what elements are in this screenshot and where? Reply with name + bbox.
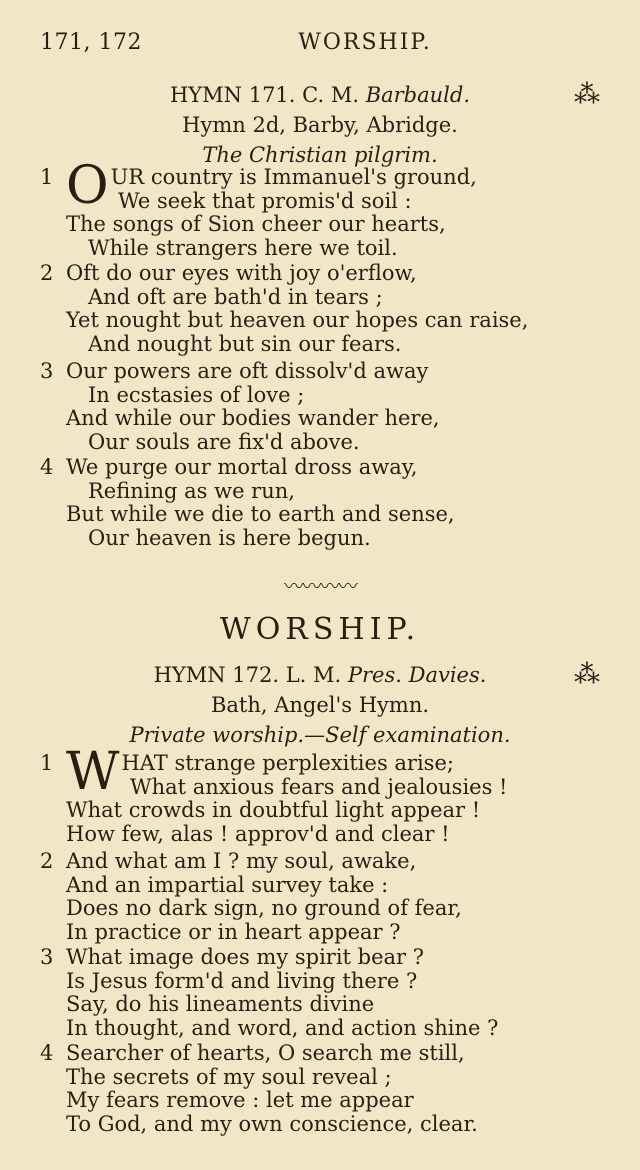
verse-text: What anxious fears and jealousies ! xyxy=(130,774,508,799)
hymn-171-header xyxy=(40,80,600,170)
verse-line xyxy=(40,970,600,994)
verse-line xyxy=(40,897,600,921)
verse-text: My fears remove : let me appear xyxy=(66,1088,414,1112)
hymn-172-header xyxy=(40,660,600,750)
verse-line xyxy=(40,1042,600,1066)
verse-line xyxy=(40,480,600,504)
hymn-171-subtitle: The Christian pilgrim. xyxy=(202,143,438,167)
verse-line xyxy=(40,850,600,874)
verse-line xyxy=(40,527,600,551)
verse-text: To God, and my own conscience, clear. xyxy=(66,1111,478,1136)
verse-text: Our souls are fix'd above. xyxy=(88,429,360,454)
verse-text: Refining as we run, xyxy=(88,478,295,503)
verse-text: In practice or in heart appear ? xyxy=(66,919,401,944)
verse-line xyxy=(40,921,600,945)
verse-line xyxy=(40,946,600,970)
verse-line xyxy=(40,262,600,286)
hymn-172-tune: Bath, Angel's Hymn. xyxy=(210,693,430,717)
hymn-171-stanza-2 xyxy=(40,262,600,356)
running-title: WORSHIP. xyxy=(298,30,432,55)
verse-line xyxy=(40,799,600,823)
verse-text: While strangers here we toil. xyxy=(88,235,398,260)
verse-line xyxy=(40,384,600,408)
verse-line xyxy=(40,993,600,1017)
verse-line xyxy=(40,237,600,261)
verse-text: Oft do our eyes with joy o'erflow, xyxy=(66,261,417,285)
verse-text: And oft are bath'd in tears ; xyxy=(88,284,383,309)
verse-text: Say, do his lineaments divine xyxy=(66,992,375,1016)
section-title: WORSHIP. xyxy=(219,612,421,647)
ornament-divider: 〰〰〰〰 xyxy=(284,574,356,598)
verse-text: We seek that promis'd soil : xyxy=(118,188,412,213)
verse-text: We purge our mortal dross away, xyxy=(66,455,418,479)
verse-line xyxy=(40,309,600,333)
verse-line xyxy=(40,1089,600,1113)
hymn-172-heading-line xyxy=(40,660,600,690)
stanza-number: 3 xyxy=(40,945,54,969)
hymn-172-author: Pres. Davies. xyxy=(347,663,487,687)
verse-line xyxy=(40,213,600,237)
verse-text: And what am I ? my soul, awake, xyxy=(66,849,417,873)
stanza-number: 2 xyxy=(40,261,54,285)
asterism-icon: ⁂ xyxy=(574,80,600,110)
verse-text: And an impartial survey take : xyxy=(66,872,389,897)
drop-cap: W xyxy=(66,742,120,802)
hymn-171-stanza-4 xyxy=(40,456,600,550)
verse-line xyxy=(40,503,600,527)
hymn-171-heading: HYMN 171. C. M. xyxy=(169,83,359,107)
hymn-172-stanza-2 xyxy=(40,850,600,944)
verse-text: HAT strange perplexities arise; xyxy=(121,751,454,775)
verse-text: And nought but sin our fears. xyxy=(88,331,402,356)
verse-line xyxy=(40,823,600,847)
hymn-171-heading-line xyxy=(40,80,600,110)
hymn-172-stanza-1 xyxy=(40,742,600,846)
verse-line xyxy=(40,1066,600,1090)
verse-line xyxy=(40,1113,600,1137)
hymn-171-stanza-1 xyxy=(40,156,600,260)
verse-text: In thought, and word, and action shine ? xyxy=(66,1015,499,1040)
verse-text: The secrets of my soul reveal ; xyxy=(66,1064,392,1089)
verse-text: What image does my spirit bear ? xyxy=(66,945,425,969)
hymn-172-stanza-3 xyxy=(40,946,600,1040)
verse-text: And while our bodies wander here, xyxy=(66,406,440,430)
stanza-number: 4 xyxy=(40,1041,54,1065)
verse-text: UR country is Immanuel's ground, xyxy=(110,165,477,189)
stanza-number: 1 xyxy=(40,751,54,775)
page-numbers: 171, 172 xyxy=(40,30,142,55)
hymn-171-tune: Hymn 2d, Barby, Abridge. xyxy=(182,113,458,137)
verse-line xyxy=(40,456,600,480)
verse-line xyxy=(40,1017,600,1041)
verse-line xyxy=(40,190,600,214)
verse-line xyxy=(40,431,600,455)
verse-text: The songs of Sion cheer our hearts, xyxy=(66,212,446,236)
verse-text: In ecstasies of love ; xyxy=(88,382,305,407)
verse-text: Yet nought but heaven our hopes can raise, xyxy=(66,308,529,332)
hymn-172-heading: HYMN 172. L. M. xyxy=(153,663,342,687)
hymn-172-subtitle: Private worship.—Self examination. xyxy=(129,723,511,747)
verse-line xyxy=(40,333,600,357)
verse-text: But while we die to earth and sense, xyxy=(66,502,455,526)
verse-line xyxy=(40,407,600,431)
verse-text: What crowds in doubtful light appear ! xyxy=(66,798,481,822)
verse-text: Our heaven is here begun. xyxy=(88,525,371,550)
stanza-number: 2 xyxy=(40,849,54,873)
verse-line xyxy=(40,360,600,384)
verse-text: Is Jesus form'd and living there ? xyxy=(66,968,418,993)
asterism-icon: ⁂ xyxy=(574,660,600,690)
verse-line xyxy=(40,874,600,898)
drop-cap: O xyxy=(66,156,109,216)
hymn-171-stanza-3 xyxy=(40,360,600,454)
verse-text: Our powers are oft dissolv'd away xyxy=(66,359,429,383)
verse-text: How few, alas ! approv'd and clear ! xyxy=(66,821,450,846)
stanza-number: 1 xyxy=(40,165,54,189)
verse-text: Does no dark sign, no ground of fear, xyxy=(66,896,462,920)
hymn-171-author: Barbauld. xyxy=(365,83,471,107)
hymn-172-stanza-4 xyxy=(40,1042,600,1136)
stanza-number: 4 xyxy=(40,455,54,479)
verse-line xyxy=(40,776,600,800)
stanza-number: 3 xyxy=(40,359,54,383)
verse-line xyxy=(40,286,600,310)
verse-text: Searcher of hearts, O search me still, xyxy=(66,1041,465,1065)
running-head xyxy=(40,30,600,66)
